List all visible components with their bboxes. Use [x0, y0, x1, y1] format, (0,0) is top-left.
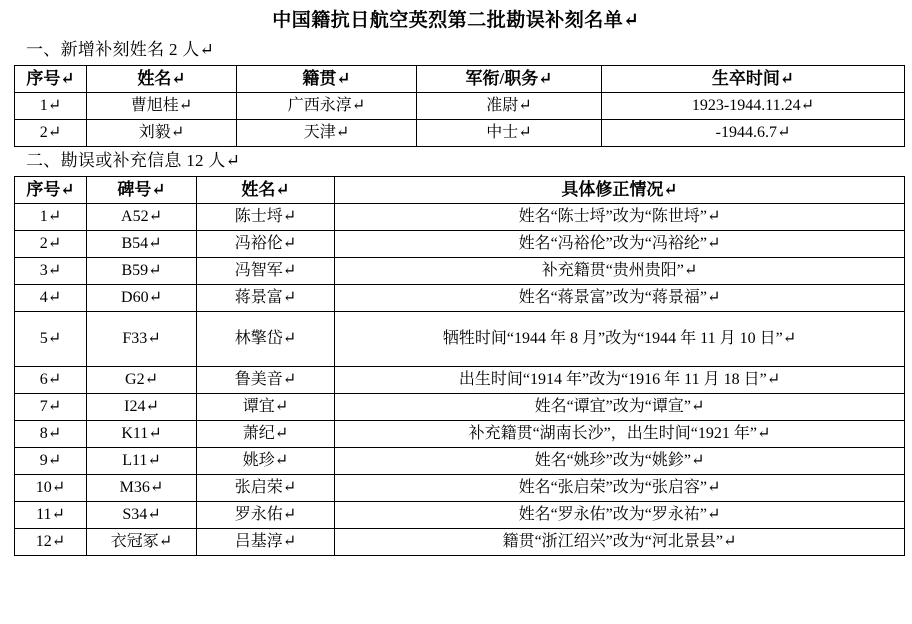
- cell-origin: 广西永淳↵: [237, 93, 417, 120]
- cell-correction: 姓名“罗永佑”改为“罗永祐”↵: [335, 502, 905, 529]
- column-header-origin: 籍贯↵: [237, 66, 417, 93]
- cell-dates: -1944.6.7↵: [602, 120, 905, 147]
- cell-rank: 准尉↵: [417, 93, 602, 120]
- cell-correction: 姓名“谭宜”改为“谭宣”↵: [335, 394, 905, 421]
- cell-index: 5↵: [15, 312, 87, 367]
- cell-correction: 牺牲时间“1944 年 8 月”改为“1944 年 11 月 10 日”↵: [335, 312, 905, 367]
- table-row: [15, 394, 905, 421]
- cell-index: 4↵: [15, 285, 87, 312]
- cell-name: 罗永佑↵: [197, 502, 335, 529]
- cell-stele: F33↵: [87, 312, 197, 367]
- cell-name: 吕基淳↵: [197, 529, 335, 556]
- table-row: [15, 367, 905, 394]
- column-header-rank: 军衔/职务↵: [417, 66, 602, 93]
- cell-index: 12↵: [15, 529, 87, 556]
- column-header-name: 姓名↵: [87, 66, 237, 93]
- cell-index: 9↵: [15, 448, 87, 475]
- cell-stele: M36↵: [87, 475, 197, 502]
- new-names-table: [14, 65, 905, 147]
- cell-index: 10↵: [15, 475, 87, 502]
- table-row: [15, 120, 905, 147]
- cell-correction: 籍贯“浙江绍兴”改为“河北景县”↵: [335, 529, 905, 556]
- cell-index: 2↵: [15, 120, 87, 147]
- cell-name: 姚珍↵: [197, 448, 335, 475]
- cell-correction: 姓名“蒋景富”改为“蒋景福”↵: [335, 285, 905, 312]
- table-row: [15, 502, 905, 529]
- column-header-correction: 具体修正情况↵: [335, 177, 905, 204]
- cell-stele: B54↵: [87, 231, 197, 258]
- table-row: [15, 475, 905, 502]
- cell-index: 1↵: [15, 93, 87, 120]
- cell-correction: 补充籍贯“湖南长沙”，出生时间“1921 年”↵: [335, 421, 905, 448]
- cell-index: 11↵: [15, 502, 87, 529]
- cell-name: 曹旭桂↵: [87, 93, 237, 120]
- cell-name: 谭宜↵: [197, 394, 335, 421]
- cell-stele: A52↵: [87, 204, 197, 231]
- cell-index: 8↵: [15, 421, 87, 448]
- cell-stele: K11↵: [87, 421, 197, 448]
- section-heading-new-names: 一、新增补刻姓名 2 人↵: [26, 40, 215, 59]
- cell-name: 冯裕伦↵: [197, 231, 335, 258]
- cell-index: 2↵: [15, 231, 87, 258]
- table-header-row: [15, 66, 905, 93]
- corrections-table: [14, 176, 905, 556]
- cell-index: 1↵: [15, 204, 87, 231]
- cell-stele: 衣冠冢↵: [87, 529, 197, 556]
- cell-index: 6↵: [15, 367, 87, 394]
- cell-name: 蒋景富↵: [197, 285, 335, 312]
- cell-stele: D60↵: [87, 285, 197, 312]
- table-row: [15, 312, 905, 367]
- column-header-dates: 生卒时间↵: [602, 66, 905, 93]
- cell-rank: 中士↵: [417, 120, 602, 147]
- cell-name: 冯智军↵: [197, 258, 335, 285]
- table-row: [15, 529, 905, 556]
- table-header-row: [15, 177, 905, 204]
- table-row: [15, 231, 905, 258]
- cell-correction: 补充籍贯“贵州贵阳”↵: [335, 258, 905, 285]
- cell-index: 7↵: [15, 394, 87, 421]
- table-row: [15, 448, 905, 475]
- cell-name: 萧纪↵: [197, 421, 335, 448]
- cell-stele: B59↵: [87, 258, 197, 285]
- cell-stele: S34↵: [87, 502, 197, 529]
- cell-name: 鲁美音↵: [197, 367, 335, 394]
- page-title: 中国籍抗日航空英烈第二批勘误补刻名单↵: [272, 10, 640, 31]
- cell-correction: 姓名“张启荣”改为“张启容”↵: [335, 475, 905, 502]
- cell-correction: 姓名“姚珍”改为“姚鉁”↵: [335, 448, 905, 475]
- cell-name: 陈士埒↵: [197, 204, 335, 231]
- column-header-index: 序号↵: [15, 177, 87, 204]
- column-header-stele: 碑号↵: [87, 177, 197, 204]
- cell-correction: 姓名“冯裕伦”改为“冯裕纶”↵: [335, 231, 905, 258]
- table-row: [15, 204, 905, 231]
- table-row: [15, 93, 905, 120]
- cell-correction: 姓名“陈士埒”改为“陈世埒”↵: [335, 204, 905, 231]
- column-header-index: 序号↵: [15, 66, 87, 93]
- column-header-name: 姓名↵: [197, 177, 335, 204]
- cell-correction: 出生时间“1914 年”改为“1916 年 11 月 18 日”↵: [335, 367, 905, 394]
- cell-dates: 1923-1944.11.24↵: [602, 93, 905, 120]
- table-row: [15, 258, 905, 285]
- cell-name: 林擎岱↵: [197, 312, 335, 367]
- cell-index: 3↵: [15, 258, 87, 285]
- table-row: [15, 421, 905, 448]
- cell-name: 刘毅↵: [87, 120, 237, 147]
- table-row: [15, 285, 905, 312]
- cell-origin: 天津↵: [237, 120, 417, 147]
- cell-name: 张启荣↵: [197, 475, 335, 502]
- section-heading-corrections: 二、勘误或补充信息 12 人↵: [26, 151, 241, 170]
- cell-stele: L11↵: [87, 448, 197, 475]
- cell-stele: G2↵: [87, 367, 197, 394]
- cell-stele: I24↵: [87, 394, 197, 421]
